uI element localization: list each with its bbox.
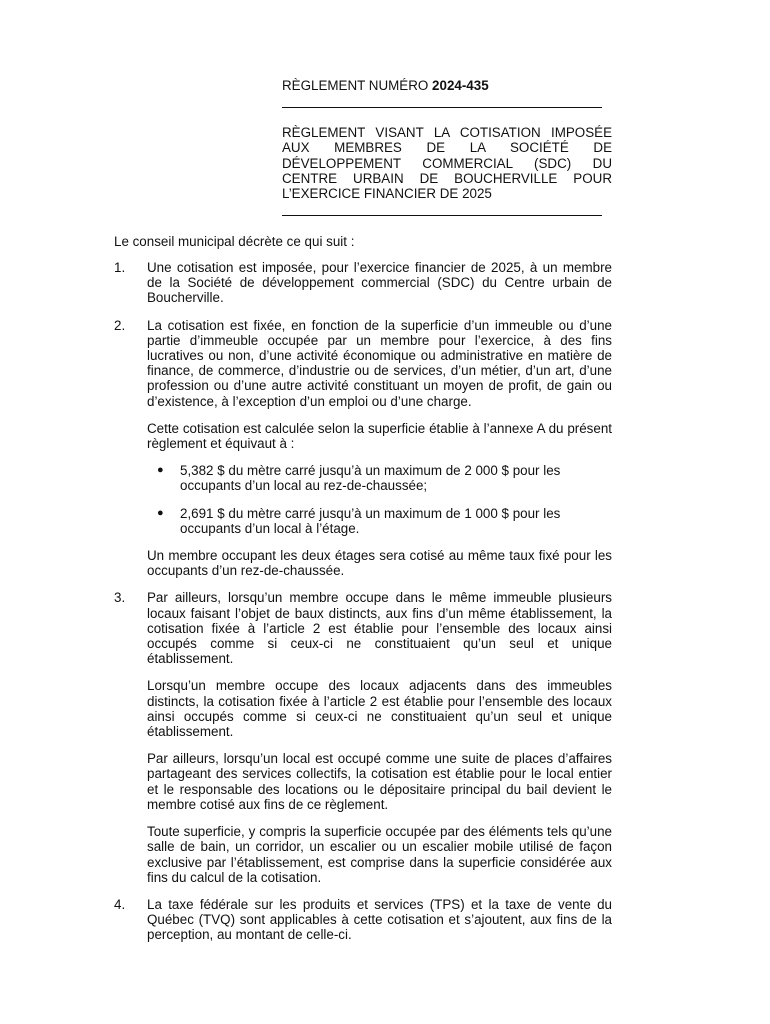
article-paragraph: Un membre occupant les deux étages sera cotisé au même taux fixé pour les occupants d’un rez-de-chaussée. (147, 548, 612, 579)
article-1 (114, 260, 612, 306)
intro-statement: Le conseil municipal décrète ce qui suit : (114, 234, 355, 249)
article-3 (114, 590, 612, 884)
rate-text: 2,691 $ du mètre carré jusqu’à un maximum de 1 000 $ pour les occupants d’un local à l’étage. (180, 505, 561, 536)
article-paragraph: La taxe fédérale sur les produits et services (TPS) et la taxe de vente du Québec (TVQ) sont applicables à cette cotisation et s’ajoutent, aux fins de la perception, au montant de celle-ci. (147, 896, 612, 943)
bullet-icon: ● (157, 506, 164, 519)
article-paragraph: Par ailleurs, lorsqu’un membre occupe dans le même immeuble plusieurs locaux faisant l’objet de baux distincts, aux fins d’un même établissement, la cotisation fixée à l’article 2 est établie pour l’ensemble des locaux ainsi occupés comme si ceux-ci ne constituaient qu’un seul et unique établissement. (147, 590, 612, 667)
article-paragraph: Lorsqu’un membre occupe des locaux adjacents dans des immeubles distincts, la cotisation fixée à l’article 2 est établie pour l’ensemble des locaux ainsi occupés comme si ceux-ci ne constituaient qu’un seul et unique établissement. (147, 678, 612, 740)
article-paragraph: Une cotisation est imposée, pour l’exercice financier de 2025, à un membre de la Société de développement commercial (SDC) du Centre urbain de Boucherville. (147, 260, 612, 306)
regulation-number: 2024-435 (432, 78, 489, 93)
articles-list (114, 260, 612, 955)
article-number: 1. (114, 260, 126, 275)
article-paragraph: Toute superficie, y compris la superficie occupée par des éléments tels qu’une salle de bain, un corridor, un escalier ou un escalier mobile utilisé de façon exclusive par l’établissement, est comprise dans la superficie considérée aux fins du calcul de la cotisation. (147, 824, 612, 885)
rate-item (147, 506, 612, 536)
subject-underline (282, 215, 602, 216)
rate-text: 5,382 $ du mètre carré jusqu’à un maximum de 2 000 $ pour les occupants d’un local au rez-de-chaussée; (180, 463, 561, 494)
article-paragraph: La cotisation est fixée, en fonction de la superficie d’un immeuble ou d’une partie d’immeuble occupée par un membre pour l’exercice, à des fins lucratives ou non, d’une activité économique ou administrative en matière de finance, de commerce, d’industrie ou de services, d’un métier, d’un art, d’une profession ou d’une autre activité constituant un moyen de profit, de gain ou d’existence, à l’exception d’un emploi ou d’une charge. (147, 317, 612, 409)
article-number: 3. (114, 590, 126, 606)
article-number: 4. (114, 896, 126, 912)
bullet-icon: ● (157, 464, 164, 477)
article-number: 2. (114, 317, 126, 333)
article-paragraph: Par ailleurs, lorsqu’un local est occupé comme une suite de places d’affaires partageant des services collectifs, la cotisation est établie pour le local entier et le responsable des locations ou le dépositaire principal du bail devient le membre cotisé aux fins de ce règlement. (147, 751, 612, 812)
regulation-subject: RÈGLEMENT VISANT LA COTISATION IMPOSÉE AUX MEMBRES DE LA SOCIÉTÉ DE DÉVELOPPEMENT COMMERCIAL (SDC) DU CENTRE URBAIN DE BOUCHERVILLE POUR L’EXERCICE FINANCIER DE 2025 (282, 125, 612, 202)
title-underline (282, 107, 602, 108)
document-header (282, 78, 612, 216)
rate-item (147, 463, 612, 493)
article-paragraph: Cette cotisation est calculée selon la superficie établie à l’annexe A du présent règlement et équivaut à : (147, 420, 612, 452)
article-2 (114, 318, 612, 579)
regulation-title-prefix: RÈGLEMENT NUMÉRO (282, 78, 433, 93)
article-4 (114, 897, 612, 943)
regulation-title (282, 78, 612, 93)
rate-list (147, 463, 612, 536)
